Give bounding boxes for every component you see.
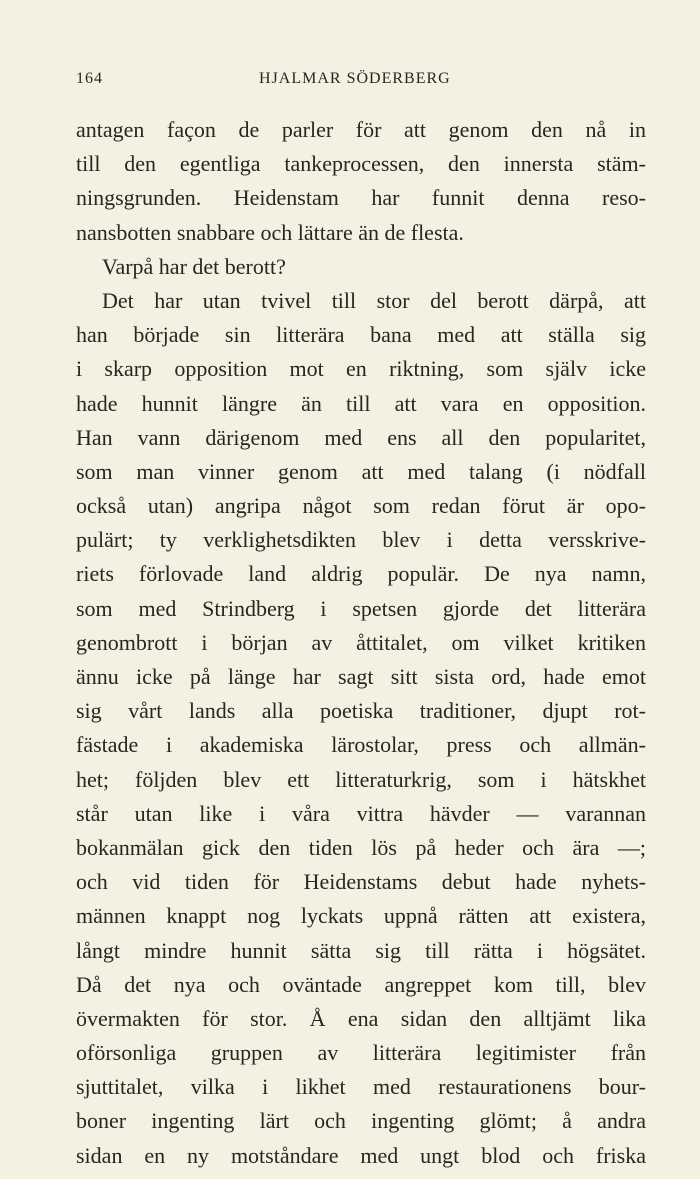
text-line: övermakten för stor. Å ena sidan den alltjämt lika	[76, 1005, 646, 1031]
body-text	[76, 113, 646, 1173]
text-line: riets förlovade land aldrig populär. De nya namn,	[76, 561, 646, 587]
text-line: nansbotten snabbare och lättare än de flesta.	[76, 219, 464, 245]
text-line: och vid tiden för Heidenstams debut hade nyhets-	[76, 869, 646, 895]
text-line: antagen façon de parler för att genom den nå in	[76, 117, 646, 142]
text-line: Varpå har det berott?	[102, 253, 286, 279]
text-line: boner ingenting lärt och ingenting glömt; å andra	[76, 1108, 646, 1134]
text-line: genombrott i början av åttitalet, om vilket kritiken	[76, 629, 646, 655]
text-line: pulärt; ty verklighetsdikten blev i detta versskrive-	[76, 527, 646, 553]
text-line: fästade i akademiska lärostolar, press och allmän-	[76, 732, 646, 758]
text-line: het; följden blev ett litteraturkrig, som i hätskhet	[76, 766, 646, 792]
text-line: Då det nya och oväntade angreppet kom till, blev	[76, 971, 646, 997]
text-line: oförsonliga gruppen av litterära legitimister från	[76, 1040, 646, 1066]
text-line: Han vann därigenom med ens all den popularitet,	[76, 424, 646, 450]
text-line: Det har utan tvivel till stor del berott därpå, att	[102, 287, 646, 313]
text-line: till den egentliga tankeprocessen, den innersta stäm-	[76, 151, 646, 177]
text-line: sjuttitalet, vilka i likhet med restaurationens bour-	[76, 1074, 646, 1100]
text-line: han började sin litterära bana med att ställa sig	[76, 322, 646, 348]
text-line: hade hunnit längre än till att vara en opposition.	[76, 390, 646, 416]
text-line: också utan) angripa något som redan förut är opo-	[76, 493, 646, 519]
text-line: männen knappt nog lyckats uppnå rätten att existera,	[76, 903, 646, 929]
text-line: ningsgrunden. Heidenstam har funnit denna reso-	[76, 185, 646, 211]
text-line: som med Strindberg i spetsen gjorde det litterära	[76, 595, 646, 621]
running-head: HJALMAR SÖDERBERG	[259, 70, 451, 87]
text-line: ännu icke på länge har sagt sitt sista ord, hade emot	[76, 664, 646, 689]
page-header	[76, 70, 646, 98]
page-number: 164	[76, 70, 103, 87]
text-line: i skarp opposition mot en riktning, som själv icke	[76, 356, 646, 382]
text-line: bokanmälan gick den tiden lös på heder och ära —;	[76, 834, 646, 860]
text-line: sig vårt lands alla poetiska traditioner, djupt rot-	[76, 698, 646, 724]
text-line: som man vinner genom att med talang (i nödfall	[76, 458, 646, 484]
text-line: långt mindre hunnit sätta sig till rätta i högsätet.	[76, 937, 646, 963]
text-line: står utan like i våra vittra hävder — varannan	[76, 800, 646, 826]
text-line: sidan en ny motståndare med ungt blod och friska	[76, 1142, 646, 1168]
